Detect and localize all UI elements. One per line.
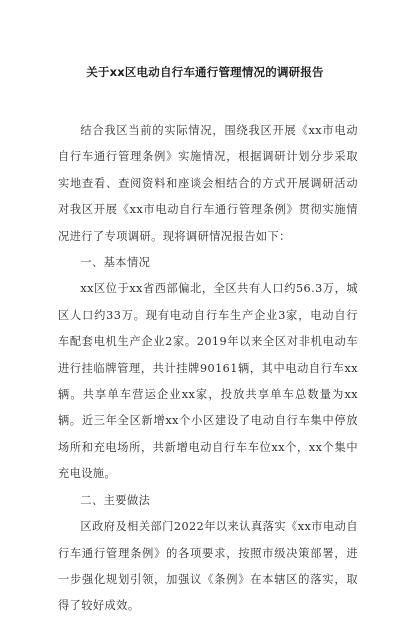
section-body-basic-situation: xx区位于xx省西部偏北，全区共有人口约56.3万，城区人口约33万。现有电动自行车生产企业3家，电动自行车配套电机生产企业2家。2019年以来全区对非机电动车进行挂临牌管理，共计挂牌90161辆，其中电动自行车xx辆。共享单车营运企业xx家，投放共享单车总数量为xx辆。近三年全区新增xx个小区建设了电动自行车集中停放场所和充电场所，共新增电动自行车车位xx个，xx个集中充电设施。 (58, 282, 358, 481)
section-body-main-practices: 区政府及相关部门2022年以来认真落实《xx市电动自行车通行管理条例》的各项要求，按照市级决策部署，进一步强化规划引领，加强议《条例》在本辖区的落实，取得了较好成效。 (58, 520, 358, 613)
section-heading-main-practices: 二、主要做法 (80, 493, 151, 507)
section-heading-basic-situation: 一、基本情况 (80, 256, 151, 270)
intro-paragraph: 结合我区当前的实际情况，围绕我区开展《xx市电动自行车通行管理条例》实施情况，根据调研计划分步采取实地查看、查阅资料和座谈会相结合的方式开展调研活动对我区开展《xx市电动自行车通行管理条例》贯彻实施情况进行了专项调研。现将调研情况报告如下： (58, 124, 358, 243)
document-title: 关于xx区电动自行车通行管理情况的调研报告 (86, 65, 324, 79)
document-body (58, 118, 358, 620)
